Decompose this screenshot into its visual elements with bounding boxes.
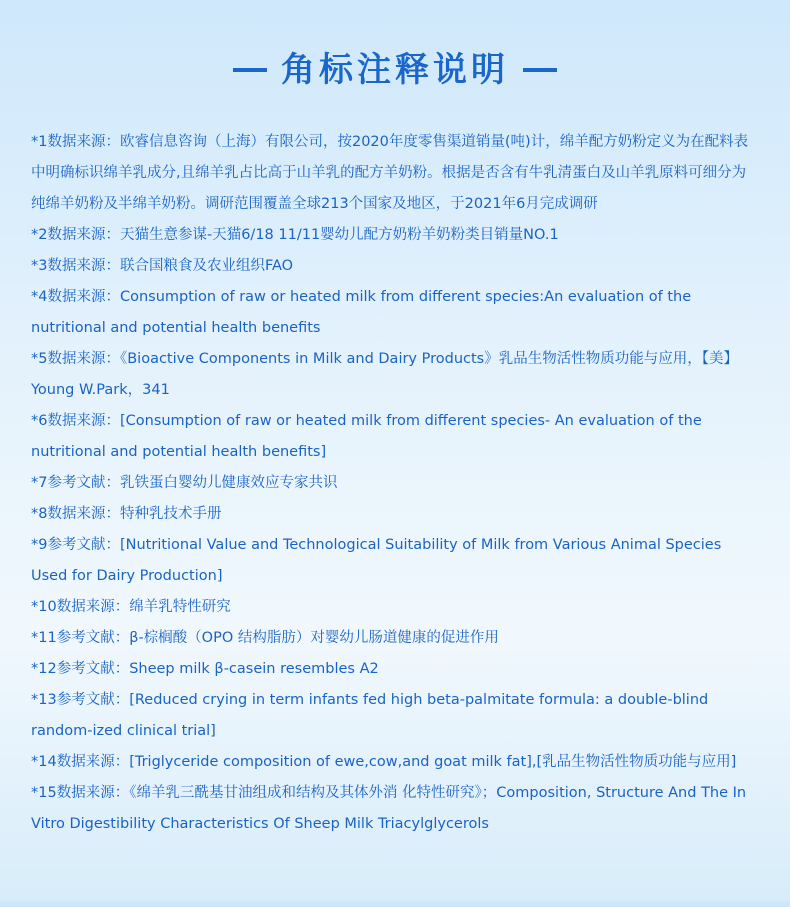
footnote-2: *2数据来源：天猫生意参谋-天猫6/18 11/11婴幼儿配方奶粉羊奶粉类目销量NO.1	[31, 227, 559, 243]
footnote-9: *9参考文献：[Nutritional Value and Technological Suitability of Milk from Various Animal Species Used for Dairy Production]	[31, 537, 722, 584]
left-dash-decoration	[233, 68, 267, 72]
footnote-3: *3数据来源：联合国粮食及农业组织FAO	[31, 258, 294, 274]
footnote-12: *12参考文献：Sheep milk β-casein resembles A2	[31, 661, 379, 677]
section-header	[0, 48, 790, 92]
footnote-10: *10数据来源：绵羊乳特性研究	[31, 599, 231, 615]
footnote-1: *1数据来源：欧睿信息咨询（上海）有限公司，按2020年度零售渠道销量(吨)计，绵羊配方奶粉定义为在配料表中明确标识绵羊乳成分,且绵羊乳占比高于山羊乳的配方羊奶粉。根据是否含有牛乳清蛋白及山羊乳原料可细分为纯绵羊奶粉及半绵羊奶粉。调研范围覆盖全球213个国家及地区，于2021年6月完成调研	[31, 134, 749, 212]
footnote-14: *14数据来源：[Triglyceride composition of ewe,cow,and goat milk fat],[乳品生物活性物质功能与应用]	[31, 754, 737, 770]
page-title: 角标注释说明	[281, 50, 509, 90]
footnote-6: *6数据来源：[Consumption of raw or heated milk from different species- An evaluation of the nutritional and potential health benefits]	[31, 413, 702, 460]
bottom-gradient-band	[0, 899, 790, 907]
footnote-11: *11参考文献：β-棕榈酸（OPO 结构脂肪）对婴幼儿肠道健康的促进作用	[31, 630, 499, 646]
footnote-15: *15数据来源：《绵羊乳三酰基甘油组成和结构及其体外消 化特性研究》；Composition, Structure And The In Vitro Digestibility Characteristics Of Sheep Milk Triacylglycerols	[31, 785, 747, 832]
footnote-4: *4数据来源：Consumption of raw or heated milk from different species:An evaluation of the nutritional and potential health benefits	[31, 289, 692, 336]
footnote-list	[31, 127, 759, 840]
footnote-5: *5数据来源：《Bioactive Components in Milk and Dairy Products》乳品生物活性物质功能与应用，【美】Young W.Park，341	[31, 351, 738, 398]
footnote-13: *13参考文献：[Reduced crying in term infants fed high beta-palmitate formula: a double-blind random-ized clinical trial]	[31, 692, 709, 739]
footnote-7: *7参考文献：乳铁蛋白婴幼儿健康效应专家共识	[31, 475, 338, 491]
right-dash-decoration	[523, 68, 557, 72]
footnote-8: *8数据来源：特种乳技术手册	[31, 506, 222, 522]
